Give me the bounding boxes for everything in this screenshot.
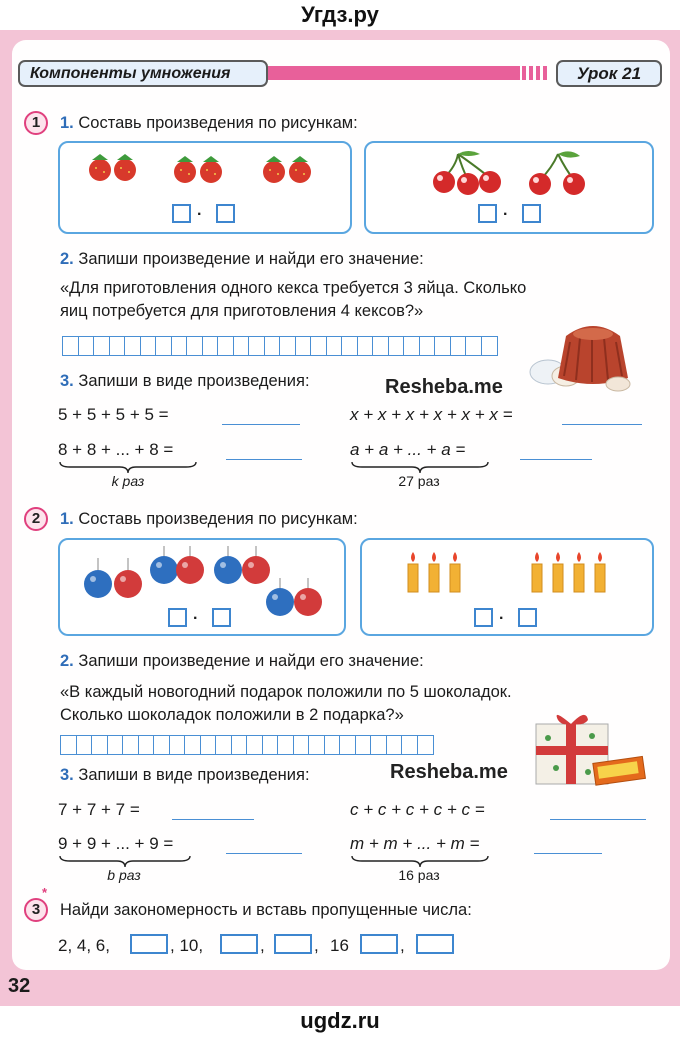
christmas-ornaments-icon: [80, 544, 330, 624]
sequence-comma: ,: [400, 936, 405, 955]
answer-line[interactable]: [222, 424, 300, 425]
answer-line[interactable]: [172, 819, 254, 820]
site-watermark-bottom: ugdz.ru: [300, 1008, 380, 1033]
brace: [58, 854, 192, 868]
answer-square[interactable]: [168, 608, 187, 627]
gift-icon: [528, 708, 650, 788]
brace: [58, 460, 198, 474]
answer-line[interactable]: [534, 853, 602, 854]
brace-label: k раз: [111, 473, 145, 489]
multiply-dot: ·: [193, 610, 199, 627]
task-3-text: Найди закономерность и вставь пропущенные числа:: [60, 901, 472, 919]
expression: 5 + 5 + 5 + 5 =: [58, 405, 169, 424]
task-1-number: 1: [24, 111, 48, 135]
brace: [350, 854, 490, 868]
sequence-start: 2, 4, 6,: [58, 936, 110, 955]
brace-label: b раз: [107, 867, 141, 883]
star-mark: *: [42, 885, 48, 900]
sequence-box[interactable]: [130, 934, 168, 954]
sequence-box[interactable]: [274, 934, 312, 954]
lesson-label: Урок 21: [556, 60, 662, 87]
problem-text-line: «Для приготовления одного кекса требуется 3 яйца. Сколько: [60, 279, 527, 297]
answer-line[interactable]: [550, 819, 646, 820]
problem-text-line: Сколько шоколадок положили в 2 подарка?»: [60, 706, 404, 724]
expression: 9 + 9 + ... + 9 =: [58, 834, 174, 853]
answer-grid[interactable]: [62, 336, 496, 356]
answer-square[interactable]: [518, 608, 537, 627]
answer-grid[interactable]: [60, 735, 432, 755]
expression: 7 + 7 + 7 =: [58, 800, 140, 819]
answer-line[interactable]: [520, 459, 592, 460]
answer-square[interactable]: [172, 204, 191, 223]
answer-square[interactable]: [216, 204, 235, 223]
header-stripes: [522, 66, 550, 80]
expression: a + a + ... + a =: [350, 440, 466, 459]
task-2-number: 2: [24, 507, 48, 531]
sequence-box[interactable]: [360, 934, 398, 954]
expression: m + m + ... + m =: [350, 834, 480, 853]
expression: c + c + c + c + c =: [350, 800, 485, 819]
answer-line[interactable]: [226, 459, 302, 460]
sequence-value: 16: [330, 936, 349, 955]
answer-square[interactable]: [522, 204, 541, 223]
section-title: Компоненты умножения: [18, 60, 268, 87]
sequence-comma: ,: [260, 936, 265, 955]
site-watermark-top: Угдз.ру: [301, 2, 379, 27]
task-3-number: 3: [24, 898, 48, 922]
sequence-mid: , 10,: [170, 936, 204, 955]
resheba-watermark: Resheba.me: [390, 761, 508, 783]
answer-square[interactable]: [478, 204, 497, 223]
sequence-comma: ,: [314, 936, 319, 955]
answer-square[interactable]: [474, 608, 493, 627]
expression: x + x + x + x + x + x =: [350, 405, 513, 424]
multiply-dot: ·: [197, 206, 203, 223]
brace-label: 27 раз: [398, 473, 440, 489]
sequence-box[interactable]: [416, 934, 454, 954]
cherries-icon: [428, 148, 598, 198]
task-1-sub1: 1. Составь произведения по рисункам:: [60, 114, 358, 132]
sequence-box[interactable]: [220, 934, 258, 954]
task-1-sub3: 3. Запиши в виде произведения:: [60, 372, 310, 390]
strawberries-icon: [84, 150, 324, 186]
problem-text-line: «В каждый новогодний подарок положили по 5 шоколадок.: [60, 683, 512, 701]
answer-square[interactable]: [212, 608, 231, 627]
multiply-dot: ·: [503, 206, 509, 223]
task-2-sub1: 1. Составь произведения по рисункам:: [60, 510, 358, 528]
task-2-sub3: 3. Запиши в виде произведения:: [60, 766, 310, 784]
brace-label: 16 раз: [398, 867, 440, 883]
task-1-sub2: 2. Запиши произведение и найди его значение:: [60, 250, 424, 268]
header-bar: [268, 66, 520, 80]
multiply-dot: ·: [499, 610, 505, 627]
brace: [350, 460, 490, 474]
resheba-watermark: Resheba.me: [385, 376, 503, 398]
page-number: 32: [8, 975, 31, 997]
task-2-sub2: 2. Запиши произведение и найди его значение:: [60, 652, 424, 670]
candles-icon: [398, 548, 618, 594]
answer-line[interactable]: [226, 853, 302, 854]
expression: 8 + 8 + ... + 8 =: [58, 440, 174, 459]
problem-text-line: яиц потребуется для приготовления 4 кексов?»: [60, 302, 424, 320]
answer-line[interactable]: [562, 424, 642, 425]
cake-icon: [518, 316, 638, 392]
